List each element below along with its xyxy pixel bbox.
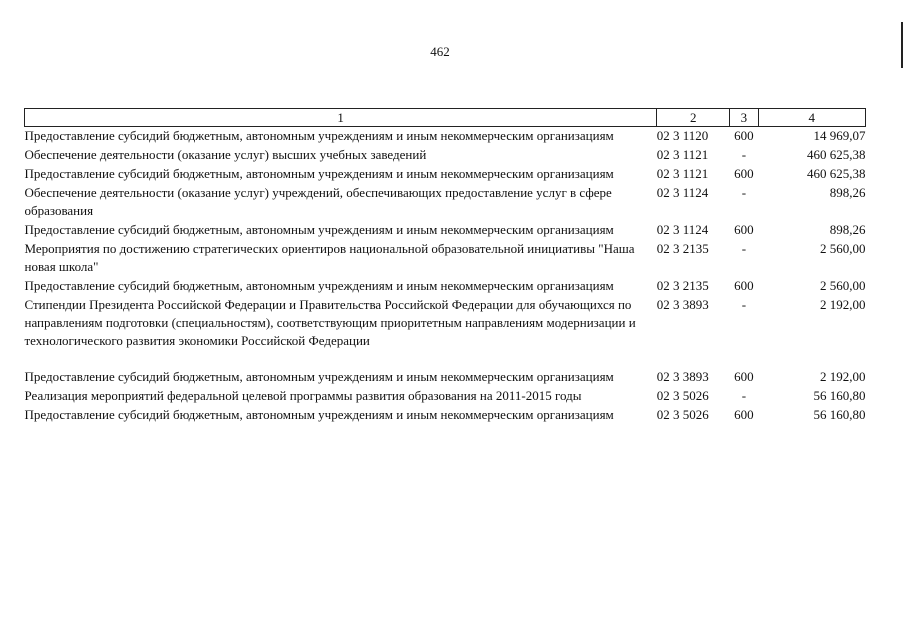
table-row <box>25 277 866 296</box>
row-type: 600 <box>734 369 754 384</box>
row-type: - <box>741 388 747 403</box>
row-name: Обеспечение деятельности (оказание услуг) учреждений, обеспечивающих предоставление услуг в сфере образования <box>24 185 612 218</box>
row-code: 02 3 1121 <box>656 147 709 162</box>
column-header-2: 2 <box>657 109 730 127</box>
row-name: Стипендии Президента Российской Федерации и Правительства Российской Федерации для обучающихся по направлениям подготовки (специальностям), соответствующим приоритетным направлениям модернизации и технологического развития экономики Российской Федерации <box>24 297 636 348</box>
table-row <box>25 387 866 406</box>
row-amount: 56 160,80 <box>813 388 866 403</box>
margin-rule <box>901 22 903 68</box>
row-type: 600 <box>734 166 754 181</box>
row-code: 02 3 1124 <box>656 222 709 237</box>
column-header-1: 1 <box>25 109 657 127</box>
table-row <box>25 184 866 221</box>
table-row <box>25 240 866 277</box>
row-name: Предоставление субсидий бюджетным, автономным учреждениям и иным некоммерческим организациям <box>24 222 614 237</box>
row-code: 02 3 1121 <box>656 166 709 181</box>
row-amount: 2 192,00 <box>820 297 866 312</box>
row-amount: 56 160,80 <box>813 407 866 422</box>
row-name: Реализация мероприятий федеральной целевой программы развития образования на 2011-2015 годы <box>24 388 582 403</box>
row-amount: 460 625,38 <box>807 147 866 162</box>
row-type: 600 <box>734 407 754 422</box>
row-type: - <box>741 297 747 312</box>
row-code: 02 3 5026 <box>656 388 709 403</box>
table-row <box>25 406 866 425</box>
row-name: Предоставление субсидий бюджетным, автономным учреждениям и иным некоммерческим организациям <box>24 369 614 384</box>
row-code: 02 3 3893 <box>656 369 709 384</box>
row-amount: 898,26 <box>829 185 866 200</box>
row-amount: 898,26 <box>829 222 866 237</box>
row-type: 600 <box>734 128 754 143</box>
budget-table <box>24 108 866 425</box>
row-type: - <box>741 185 747 200</box>
table-row <box>25 368 866 387</box>
table-row <box>25 296 866 368</box>
column-header-3: 3 <box>730 109 758 127</box>
row-name: Предоставление субсидий бюджетным, автономным учреждениям и иным некоммерческим организациям <box>24 407 614 422</box>
row-amount: 2 192,00 <box>820 369 866 384</box>
row-code: 02 3 2135 <box>656 241 709 256</box>
column-header-4: 4 <box>758 109 865 127</box>
row-amount: 2 560,00 <box>820 278 866 293</box>
row-amount: 460 625,38 <box>807 166 866 181</box>
row-type: 600 <box>734 278 754 293</box>
row-code: 02 3 1124 <box>656 185 709 200</box>
row-name: Предоставление субсидий бюджетным, автономным учреждениям и иным некоммерческим организациям <box>24 128 614 143</box>
row-name: Предоставление субсидий бюджетным, автономным учреждениям и иным некоммерческим организациям <box>24 278 614 293</box>
row-code: 02 3 2135 <box>656 278 709 293</box>
table-row <box>25 146 866 165</box>
table-row <box>25 165 866 184</box>
table-header-row <box>25 109 866 127</box>
row-type: 600 <box>734 222 754 237</box>
table-row <box>25 127 866 147</box>
row-name: Предоставление субсидий бюджетным, автономным учреждениям и иным некоммерческим организациям <box>24 166 614 181</box>
table-row <box>25 221 866 240</box>
row-amount: 14 969,07 <box>813 128 866 143</box>
row-type: - <box>741 147 747 162</box>
row-code: 02 3 1120 <box>656 128 709 143</box>
row-name: Обеспечение деятельности (оказание услуг) высших учебных заведений <box>24 147 427 162</box>
page-number: 462 <box>430 44 450 59</box>
row-name: Мероприятия по достижению стратегических ориентиров национальной образовательной инициативы "Наша новая школа" <box>24 241 635 274</box>
row-amount: 2 560,00 <box>820 241 866 256</box>
row-code: 02 3 3893 <box>656 297 709 312</box>
row-type: - <box>741 241 747 256</box>
row-code: 02 3 5026 <box>656 407 709 422</box>
